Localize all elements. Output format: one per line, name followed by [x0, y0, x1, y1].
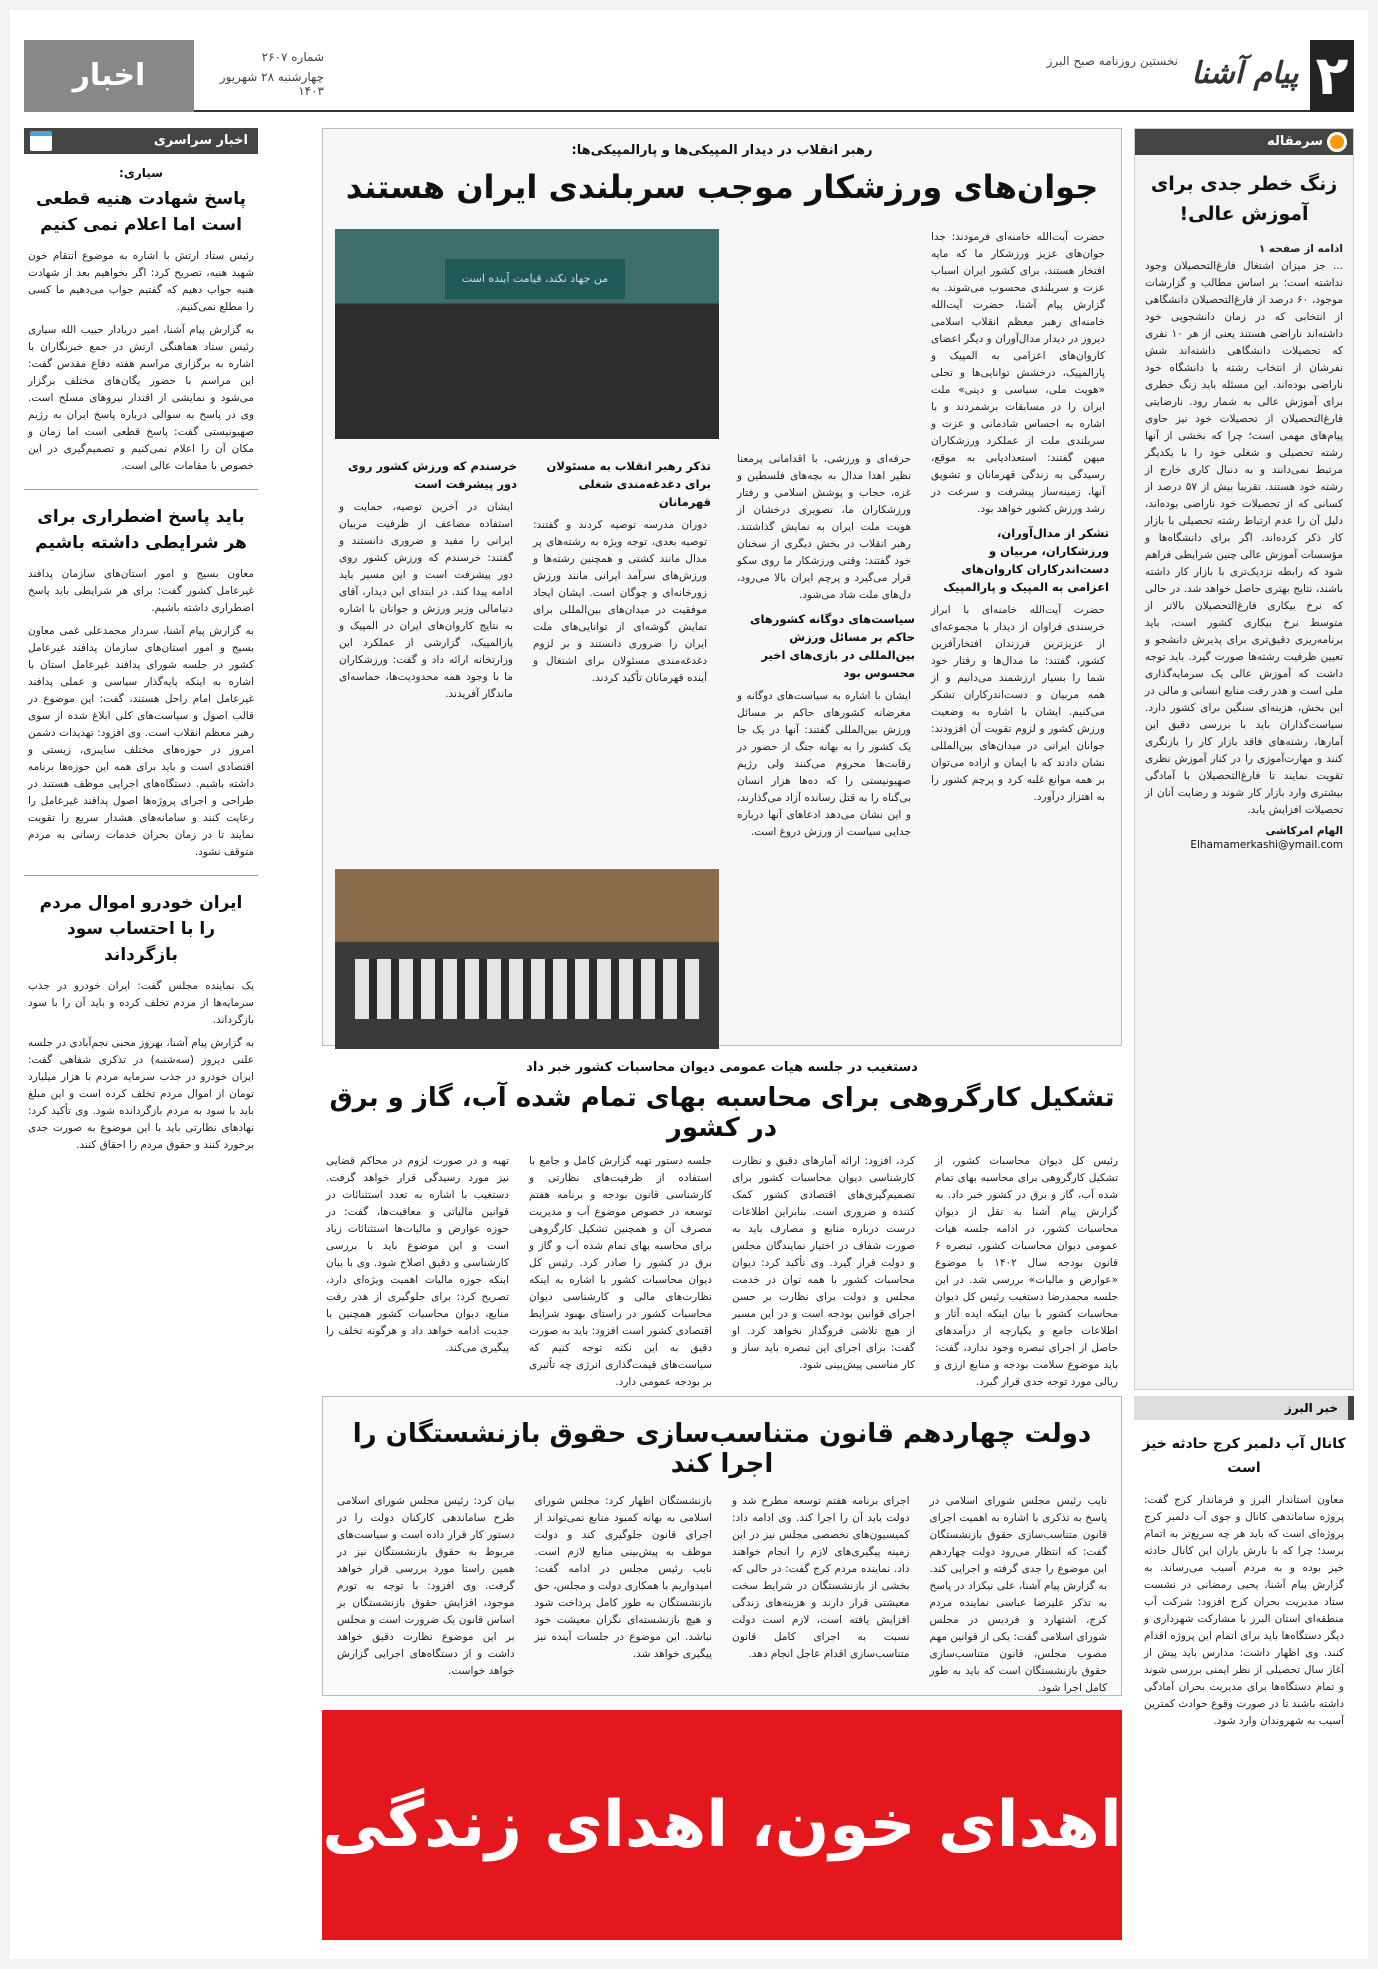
tagline: نخستین روزنامه صبح البرز: [1046, 54, 1178, 68]
editorial-body: ... جز میزان اشتغال فارغ‌التحصیلان وجود نداشته است؛ بر اساس مطالب و گزارشات موجود، ۶۰ درصد از فارغ‌التحصیلان دانشگاهی از انتخابی که در زمان دانشجویی خود داشته‌اند ناراضی هستند یعنی از هر ۱۰ نفری که تحصیلات دانشگاهی داشته‌اند شش نفرشان از انتخاب رشته یا دانشگاه خود ناراضی بوده‌اند. این مسئله باید زنگ خطری برای آموزش عالی به شمار رود. نارضایتی فارغ‌التحصیلان از تحصیلات خود نیز حاوی پیام‌های مهمی است؛ چرا که بخشی از آنها رشته تحصیلی و شغلی خود را با یکدیگر مرتبط نمی‌دانند و به دنبال کاری خارج از رشته خود هستند. تقریبا بیش از ۵۷ درصد از کسانی که از تحصیلات خود ناراضی بوده‌اند، دلیل آن را عدم ارتباط رشته تحصیلی با بازار کار ذکر کرده‌اند. اگر برای دانشگاه‌ها و مؤسسات آموزش عالی چنین شرایطی فراهم شود که رابطه نزدیک‌تری با بازار کار داشته باشند، نتایج بهتری حاصل خواهد شد. در حالی که نرخ بیکاری فارغ‌التحصیلان بالاتر از متوسط نرخ بیکاری کشور است، باید برنامه‌ریزی دقیق‌تری برای پذیرش دانشجو و تعیین ظرفیت رشته‌ها صورت گیرد. باید توجه داشت که آموزش عالی یک سرمایه‌گذاری ملی است و هدر رفت منابع انسانی و مالی در این بخش، هزینه‌ای سنگین برای کشور دارد. سیاست‌گذاران باید با بررسی دقیق این آمارها، رشته‌های فاقد بازار کار را بازنگری کنند و مهارت‌آموزی را در کنار آموزش نظری تقویت نمایند تا فارغ‌التحصیلان با آمادگی بیشتری وارد بازار کار شوند و رضایت آنان از تحصیلات افزایش یابد.: [1145, 260, 1344, 816]
lead-column-4: [335, 451, 517, 703]
lead-subhead-2: سیاست‌های دوگانه کشورهای حاکم بر مسائل ورزش بین‌المللی در بازی‌های اخیر محسوس بود: [749, 612, 915, 680]
eye-icon: [1327, 132, 1347, 152]
lead-kicker: رهبر انقلاب در دیدار المپیکی‌ها و پارالمپیکی‌ها:: [571, 143, 873, 158]
leader-meeting-photo: [335, 229, 719, 439]
left-story1-body: به گزارش پیام آشنا، امیر دریادار حبیب الله سیاری رئیس ستاد هماهنگی ارتش در جمع خبرنگاران با اشاره به برگزاری مراسم هفته دفاع مقدس گفت: این مراسم با حضور یگان‌های مختلف برگزار می‌شود و نمایشی از اقتدار نیروهای مسلح است. وی در پاسخ به سوالی درباره پاسخ ایران به رژیم صهیونیستی گفت: پاسخ قطعی است اما زمان و مکان آن را اعلام نمی‌کنیم و تصمیم‌گیری در این خصوص با مقامات عالی است.: [28, 324, 254, 472]
lead-column-2: [733, 451, 915, 841]
left-story3-headline: ایران خودرو اموال مردم را با احتساب سود بازگرداند: [39, 893, 243, 965]
lead-col4-text: ایشان با اشاره به سیاست‌های دوگانه و مغرضانه کشورهای حاکم بر مسائل ورزش بین‌المللی گفتند: آنها در یک جا یک کشور را به بهانه جنگ از حضور در رقابت‌ها محروم می‌کنند ولی رژیم صهیونیستی را که ده‌ها هزار انسان بی‌گناه را به قتل رسانده آزاد می‌گذارند، و این نشان می‌دهد ادعاهای آنها درباره جدایی سیاست از ورزش دروغ است.: [737, 690, 911, 838]
athletes-group-photo: [335, 869, 719, 1049]
water-gas-power-story: [322, 1060, 1122, 1388]
alborz-news-title: کانال آب دلمبر کرج حادثه خیز است: [1142, 1436, 1346, 1476]
left-story3-body: به گزارش پیام آشنا، بهروز محبی نجم‌آبادی در جلسه علنی دیروز (سه‌شنبه) در تذکری شفاهی گفت: ایران خودرو در جذب سرمایه مردم با هزار میلیارد تومان از اموال مردم تخلف کرده است و این مبلغ باید با سود به مردم بازگردانده شود. وی تأکید کرد: نهادهای نظارتی باید با این موضوع به صورت جدی برخورد کنند و حقوق مردم را احقاق کنند.: [28, 1037, 254, 1151]
lead-column-1: [927, 229, 1109, 806]
left-story2-headline: باید پاسخ اضطراری برای هر شرایطی داشته باشیم: [35, 507, 247, 553]
story3-col2: اجرای برنامه هفتم توسعه مطرح شد و دولت باید آن را اجرا کند. وی ادامه داد: کمیسیون‌های تخصصی مجلس نیز در این زمینه پیگیری‌های لازم را انجام خواهند داد. نماینده مردم کرج گفت: در حالی که بخشی از بازنشستگان در شرایط سخت معیشتی قرار دارند و هزینه‌های زندگی افزایش یافته است، لازم است دولت نسبت به اجرای کامل قانون متناسب‌سازی اقدام عاجل انجام دهد.: [732, 1495, 910, 1660]
section-label: اخبار: [24, 40, 194, 112]
national-news-header: [24, 128, 258, 154]
left-story1-kicker: سیاری:: [119, 166, 163, 180]
editorial-author: الهام امرکاشی: [1265, 825, 1343, 837]
lead-column-3: [529, 451, 711, 687]
editorial-title: زنگ خطر جدی برای آموزش عالی!: [1150, 173, 1338, 225]
alborz-news-body: معاون استاندار البرز و فرماندار کرج گفت: پروژه ساماندهی کانال و جوی آب دلمبر کرج پروژه‌ای است که باید هر چه سریع‌تر به اتمام برسد؛ چرا که با بارش باران این کانال حادثه خیز بوده و به مردم آسیب می‌رساند. به گزارش پیام آشنا، یحیی رمضانی در نشست ستاد مدیریت بحران کرج افزود: شرکت آب منطقه‌ای استان البرز با مشارکت شهرداری و دیگر دستگاه‌ها باید برای اتمام این پروژه اقدام کنند. وی اظهار داشت: مدارس باید پیش از آغاز سال تحصیلی از نظر ایمنی بررسی شوند و تمام دستگاه‌ها برای مدیریت بحران آمادگی داشته باشند تا در صورت وقوع حوادث کمترین آسیب به شهروندان وارد شود.: [1144, 1494, 1344, 1727]
page-number: ۲: [1310, 40, 1354, 112]
story2-col2: کرد، افزود: ارائه آمارهای دقیق و نظارت کارشناسی دیوان محاسبات کشور برای تصمیم‌گیری‌های اقتصادی کشور کمک کننده و ضروری است. بنابراین اطلاعات درست درباره منابع و مصارف باید به صورت شفاف در اختیار نمایندگان مجلس و دولت قرار گیرد. وی تأکید کرد: دیوان محاسبات کشور با همه توان در خدمت مجلس و دولت برای نظارت بر حسن اجرای قوانین بودجه است و در این مسیر از هیچ تلاشی فروگذار نخواهد کرد. او گفت: برای اجرای این تبصره باید ساز و کار مناسبی پیش‌بینی شود.: [732, 1155, 915, 1371]
editorial-section-label: سرمقاله: [1267, 134, 1323, 149]
masthead: [24, 40, 1354, 112]
divider: [24, 875, 258, 876]
lead-col6-text: ایشان در آخرین توصیه، حمایت و استفاده مضاعف از ظرفیت مربیان ایرانی را مفید و ضروری دانستند و گفتند: خرسندم که ورزش کشور روی دور پیشرفت است و این مسیر باید ادامه پیدا کند. در ابتدای این دیدار، آقای دنیامالی وزیر ورزش و جوانان با اشاره به نتایج کاروان‌های ایران در المپیک و پارالمپیک، گزارشی از عملکرد این وزارتخانه ارائه داد و گفت: ورزشکاران ما با وجود همه محدودیت‌ها، حماسه‌ای ماندگار آفریدند.: [339, 501, 513, 700]
left-story1-lead: رئیس ستاد ارتش با اشاره به موضوع انتقام خون شهید هنیه، تصریح کرد: اگر بخواهیم بعد از شهادت هنیه جواب دهیم که گفتیم جواب می‌دهیم ما کسی را مطلع نمی‌کنیم.: [28, 250, 254, 313]
story2-col1: رئیس کل دیوان محاسبات کشور، از تشکیل کارگروهی برای محاسبه بهای تمام شده آب، گاز و برق در کشور خبر داد. به گزارش پیام آشنا به نقل از دیوان محاسبات کشور، در ادامه جلسه هیات عمومی دیوان محاسبات کشور، تبصره ۶ قانون بودجه سال ۱۴۰۲ با موضوع «عوارض و مالیات» بررسی شد. در این جلسه محمدرضا دستغیب رئیس کل دیوان محاسبات کشور با بیان اینکه ایده آثار و اطلاعات جامع و یکپارچه از درآمدهای حاصل از اجرای تبصره وجود ندارد، گفت: باید موضوع سلامت بودجه و منابع ارزی و ریالی مورد توجه جدی قرار گیرد.: [935, 1155, 1119, 1388]
lead-subhead-1: تشکر از مدال‌آوران، ورزشکاران، مربیان و دست‌اندرکاران کاروان‌های اعزامی به المپیک و پارالمپیک: [943, 526, 1109, 594]
editorial-column: [1134, 128, 1354, 1390]
lead-col5-text: دوران مدرسه توصیه کردند و گفتند: توصیه بعدی، توجه ویژه به رشته‌های پر مدال مانند کشتی و همچنین رشته‌ها و ورزش‌های سرآمد ایرانی مانند ورزش زورخانه‌ای و چوگان است. ایشان ایجاد موفقیت در میدان‌های بین‌المللی برای تمایش گوشه‌ای از توانایی‌های ملت ایران را ضروری دانستند و بر لزوم دغدغه‌مندی مسئولان برای اشتغال و آینده قهرمانان تأکید کردند.: [533, 519, 707, 684]
newspaper-logo: پیام آشنا: [1191, 56, 1299, 91]
lead-col2-text: حضرت آیت‌الله خامنه‌ای با ابراز خرسندی فراوان از دیدار با مجموعه‌ای از عزیزترین فرزندان افتخارآفرین کشور، گفتند: ما مدال‌ها و رفتار خود شما را بسیار ارزشمند می‌دانیم و از همه مربیان و دست‌اندرکاران تشکر می‌کنیم. ایشان با اشاره به وضعیت ورزش کشور و لزوم تقویت آن افزودند: جوانان ایرانی در میدان‌های بین‌المللی نشان دادند که با ایمان و اراده می‌توان بر همه موانع غلبه کرد و پرچم کشور را به اهتزاز درآورد.: [931, 604, 1105, 803]
left-story3-lead: یک نماینده مجلس گفت: ایران خودرو در جذب سرمایه‌ها از مردم تخلف کرده و باید آن را با سود بازگرداند.: [28, 980, 254, 1026]
divider: [24, 489, 258, 490]
national-news-label: اخبار سراسری: [153, 133, 248, 148]
athletes-row: [355, 959, 699, 1019]
lead-headline: جوان‌های ورزشکار موجب سربلندی ایران هستند: [345, 168, 1099, 206]
story2-col3: جلسه دستور تهیه گزارش کامل و جامع با استفاده از ظرفیت‌های نظارتی و کارشناسی قانون بودجه و برنامه هفتم توسعه در خصوص موضوع آب و مدیریت مصرف آن و همچنین تشکیل کارگروهی برای محاسبه بهای تمام شده آب و گاز و برق در کشور را صادر کرد. رئیس کل دیوان محاسبات کشور با اشاره به اینکه نظارت‌های مالی و کارشناسی دیوان محاسبات کشور در راستای بهبود شرایط اقتصادی کشور است افزود: باید به صورت دقیق به این نکته توجه کنیم که سیاست‌های قیمت‌گذاری انرژی چه تأثیری بر بودجه عمومی دارد.: [529, 1155, 712, 1388]
alborz-news-header: خبر البرز: [1134, 1396, 1354, 1420]
newspaper-page: [10, 10, 1368, 1959]
left-story2-body: به گزارش پیام آشنا، سردار محمدعلی غمی معاون بسیج و امور استان‌های سازمان پدافند غیرعامل کشور در جلسه شورای پدافند غیرعامل استان با اشاره به اینکه پایه‌گذار سیاسی و عملی پدافند غیرعامل امام راحل هستند، گفت: این موضوع در قالب اصول و سیاست‌های کلی ابلاغ شده از سوی رهبر معظم انقلاب است. وی افزود: تهدیدات دشمن امروز در حوزه‌های مختلف سایبری، زیستی و اقتصادی است و باید برای همه این حوزه‌ها برنامه داشته باشیم. دستگاه‌های اجرایی موظف هستند در طراحی و اجرای پروژه‌ها اصول پدافند غیرعامل را رعایت کنند و سامانه‌های هشدار سریع را تقویت نمایند تا در زمان بحران خدمات رسانی به مردم متوقف نشود.: [28, 625, 254, 858]
lead-col1-text: حضرت آیت‌الله خامنه‌ای فرمودند: جدا جوان‌های عزیز ورزشکار ما که مایه افتخار هستند، برای کشور ایران اسباب عزت و سربلندی محسوب می‌شوند. به گزارش پیام آشنا، حضرت آیت‌الله خامنه‌ای رهبر معظم انقلاب اسلامی دیروز در دیدار مدال‌آوران و دیگر اعضای کاروان‌های اعزامی به المپیک و پارالمپیک، درخشش توانایی‌ها و تجلی «هویت ملی، سیاسی و دینی» ملت ایران را در مسابقات برشمردند و با اشاره به احساس شادمانی و عزت و سربلندی ملت از عملکرد ورزشکاران میهن گفتند: استعدادیابی به موقع، رسیدگی به زندگی قهرمانان و تشویق آنها، زمینه‌ساز پیشرفت و سرعت در رشد ورزش کشور خواهد بود.: [931, 231, 1105, 515]
issue-number: شماره ۲۶۰۷: [261, 50, 324, 64]
story3-col3: بازنشستگان اظهار کرد: مجلس شورای اسلامی به بهانه کمبود منابع نمی‌تواند از اجرای قانون جلوگیری کند و دولت موظف به پیش‌بینی منابع لازم است. نایب رئیس مجلس در ادامه گفت: امیدواریم با همکاری دولت و مجلس، حق بازنشستگان به طور کامل پرداخت شود و هیچ بازنشسته‌ای نگران معیشت خود نباشد. این موضوع در جلسات آینده نیز پیگیری خواهد شد.: [534, 1495, 712, 1660]
national-news-column: [24, 128, 258, 1940]
photo-backdrop-text: من جهاد نکند، قیامت آینده است: [445, 259, 625, 299]
editorial-email[interactable]: Elhamamerkashi@ymail.com: [1190, 839, 1343, 851]
story2-col4: تهیه و در صورت لزوم در محاکم قضایی نیز مورد رسیدگی قرار خواهد گرفت. دستغیب با اشاره به تعدد استثنائات در قوانین مالیاتی و معافیت‌ها، گفت: در حوزه عوارض و مالیات‌ها استثنائات زیاد است و این موضوع باید با بررسی کارشناسی و دقیق اصلاح شود. وی با بیان اینکه حوزه مالیات اهمیت ویژه‌ای دارد، تصریح کرد: برای جلوگیری از هدر رفت منابع، دیوان محاسبات کشور همچنین با جدیت ادامه خواهد داد و هرگونه تخلف را پیگیری می‌کند.: [326, 1155, 509, 1354]
story3-col1: نایب رئیس مجلس شورای اسلامی در پاسخ به تذکری با اشاره به اهمیت اجرای قانون متناسب‌سازی حقوق بازنشستگان گفت: که انتظار می‌رود دولت چهاردهم این موضوع را جدی گرفته و اجرایی کند. به گزارش پیام آشنا، علی نیکزاد در پاسخ به تذکر علیرضا عباسی نماینده مردم کرج، اشتهارد و فردیس در مجلس شورای اسلامی گفت: یکی از قوانین مهم مصوب مجلس، قانون متناسب‌سازی حقوق بازنشستگان است که باید به طور کامل اجرا شود.: [929, 1495, 1107, 1694]
story3-headline: دولت چهاردهم قانون متناسب‌سازی حقوق بازنشستگان را اجرا کند: [352, 1419, 1092, 1479]
lead-subhead-3: تذکر رهبر انقلاب به مسئولان برای دغدغه‌مندی شغلی قهرمانان: [546, 459, 711, 509]
pensioners-story: [322, 1396, 1122, 1696]
blood-donation-banner: اهدای خون، اهدای زندگی: [322, 1710, 1122, 1940]
lead-article: [322, 128, 1122, 1046]
lead-col3-text: حرفه‌ای و ورزشی، با اقدامانی پرمعنا نظیر اهدا مدال به بچه‌های فلسطین و غزه، حجاب و پوشش اسلامی و رفتار ورزشکاران ما، تصویری درخشان از هویت ملت ایران به نمایش گذاشتند. رهبر انقلاب در بخش دیگری از سخنان خود گفتند: وقتی ورزشکار ما روی سکو قرار می‌گیرد و پرچم ایران بالا می‌رود، دل‌های ملت شاد می‌شود.: [737, 453, 911, 601]
issue-date: چهارشنبه ۲۸ شهریور ۱۴۰۳: [219, 70, 324, 98]
alborz-news-column: [1134, 1396, 1354, 1939]
story2-kicker: دستغیب در جلسه هیات عمومی دیوان محاسبات کشور خبر داد: [526, 1060, 918, 1075]
left-story2-lead: معاون بسیج و امور استان‌های سازمان پدافند غیرعامل کشور گفت: برای هر شرایطی باید پاسخ اضطراری داشته باشیم.: [28, 568, 254, 614]
story2-headline: تشکیل کارگروهی برای محاسبه بهای تمام شده آب، گاز و برق در کشور: [329, 1083, 1115, 1143]
lead-subhead-4: خرسندم که ورزش کشور روی دور پیشرفت است: [348, 459, 517, 491]
editorial-continued: ادامه از صفحه ۱: [1258, 243, 1343, 255]
left-story1-headline: پاسخ شهادت هنیه قطعی است اما اعلام نمی کنیم: [35, 189, 247, 235]
calendar-icon: [30, 131, 52, 151]
story3-col4: بیان کرد: رئیس مجلس شورای اسلامی طرح ساماندهی کارکنان دولت را در دستور کار قرار داده است و سیاست‌های مربوط به حقوق بازنشستگان نیز در همین راستا مورد بررسی قرار خواهد گرفت. وی افزود: با توجه به تورم موجود، افزایش حقوق بازنشستگان بر اساس قانون یک ضرورت است و مجلس بر این موضوع نظارت دقیق خواهد داشت و از دستگاه‌های اجرایی گزارش خواهد خواست.: [337, 1495, 515, 1677]
editorial-header: [1135, 129, 1353, 155]
